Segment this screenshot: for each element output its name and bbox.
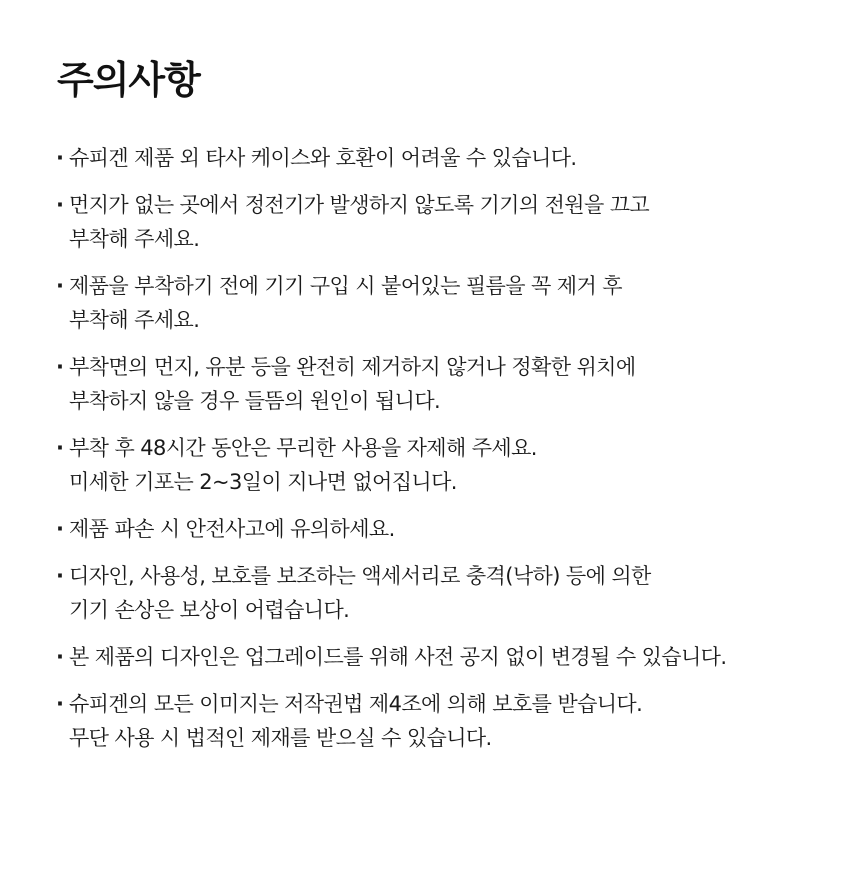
bullet-icon: · (56, 692, 64, 716)
notice-line: 부착면의 먼지, 유분 등을 완전히 제거하지 않거나 정확한 위치에 (69, 355, 636, 379)
notice-line: 부착해 주세요. (69, 308, 200, 332)
notice-line: 슈피겐 제품 외 타사 케이스와 호환이 어려울 수 있습니다. (69, 146, 577, 170)
notice-line: 부착해 주세요. (69, 227, 200, 251)
notice-item (57, 269, 817, 337)
notice-item (57, 431, 817, 499)
notice-item (57, 141, 817, 175)
bullet-icon: · (56, 436, 64, 460)
bullet-icon: · (56, 274, 64, 298)
notice-line: 부착 후 48시간 동안은 무리한 사용을 자제해 주세요. (69, 436, 537, 460)
notice-item (57, 512, 817, 546)
notice-line: 디자인, 사용성, 보호를 보조하는 액세서리로 충격(낙하) 등에 의한 (69, 564, 651, 588)
notice-line: 기기 손상은 보상이 어렵습니다. (69, 598, 350, 622)
notice-line: 무단 사용 시 법적인 제재를 받으실 수 있습니다. (69, 726, 492, 750)
notice-item (57, 188, 817, 256)
bullet-icon: · (56, 564, 64, 588)
notice-line: 본 제품의 디자인은 업그레이드를 위해 사전 공지 없이 변경될 수 있습니다. (69, 645, 727, 669)
notice-item (57, 559, 817, 627)
bullet-icon: · (56, 193, 64, 217)
notice-item (57, 640, 817, 674)
notice-item (57, 350, 817, 418)
bullet-icon: · (56, 517, 64, 541)
notice-line: 부착하지 않을 경우 들뜸의 원인이 됩니다. (69, 389, 441, 413)
notice-list (57, 141, 817, 755)
notice-line: 제품을 부착하기 전에 기기 구입 시 붙어있는 필름을 꼭 제거 후 (69, 274, 622, 298)
notice-item (57, 687, 817, 755)
bullet-icon: · (56, 645, 64, 669)
bullet-icon: · (56, 355, 64, 379)
notice-line: 슈피겐의 모든 이미지는 저작권법 제4조에 의해 보호를 받습니다. (69, 692, 643, 716)
page-title: 주의사항 (57, 58, 200, 102)
notice-line: 제품 파손 시 안전사고에 유의하세요. (69, 517, 395, 541)
notice-line: 먼지가 없는 곳에서 정전기가 발생하지 않도록 기기의 전원을 끄고 (69, 193, 650, 217)
bullet-icon: · (56, 146, 64, 170)
notice-line: 미세한 기포는 2~3일이 지나면 없어집니다. (69, 470, 457, 494)
